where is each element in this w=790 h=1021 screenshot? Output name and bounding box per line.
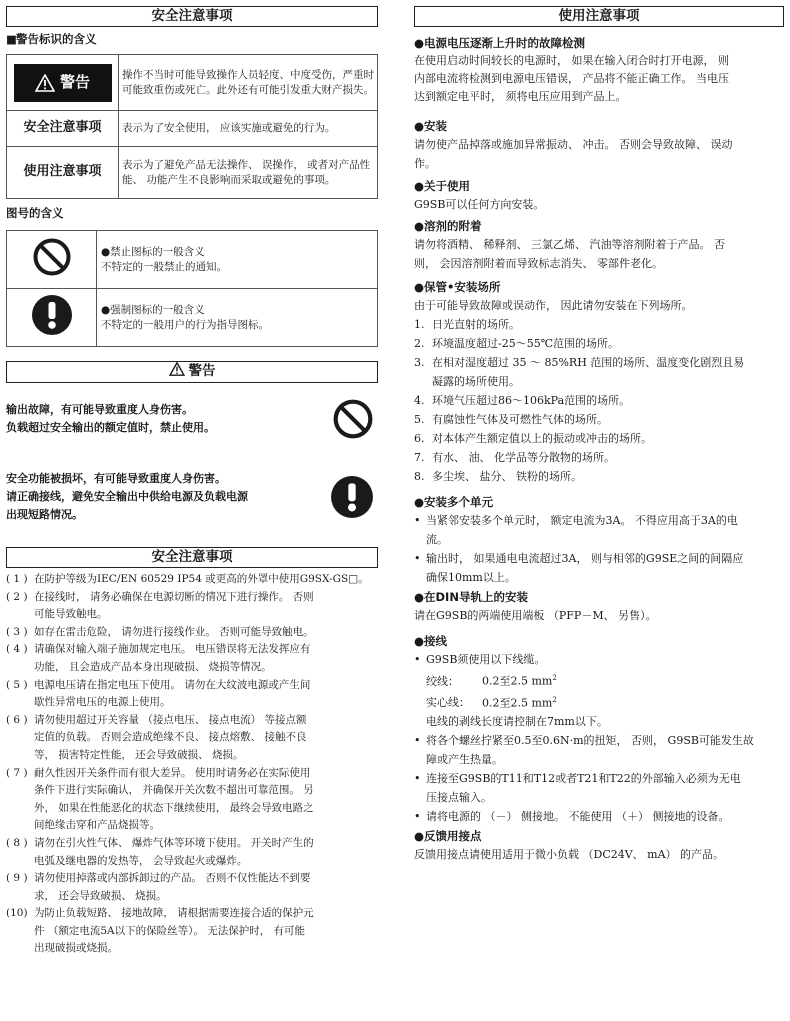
warning-triangle-icon	[169, 362, 185, 376]
section-text: G9SB可以任何方向安装。	[414, 198, 545, 211]
list-item: ( 7 ) 耐久性因开关条件而有很大差异。 使用时请务必在实际使用 条件下进行实际确认， 并确保开关次数不超出可靠范围。 另 外， 如果在性能恶化的状态下继续使用， 最终会导致电路之 间绝缘击穿和产品烧损等。	[6, 766, 314, 832]
list-item: ( 2 ) 在接线时， 请务必确保在电源切断的情况下进行操作。 否则 可能导致触电。	[6, 590, 314, 621]
strip-length: 电线的剥线长度请控制在7mm以下。	[426, 715, 608, 729]
list-item: 8. 多尘埃、 盐分、 铁粉的场所。	[414, 470, 582, 483]
prohibition-icon	[32, 237, 72, 277]
section-title: ●安装	[414, 119, 447, 133]
section-text: 反馈用接点请使用适用于微小负载 （DC24V、 mA） 的产品。	[414, 848, 725, 862]
list-item: ( 9 ) 请勿使用掉落或内部拆卸过的产品。 否则不仅性能达不到要 求， 还会导致破损、 烧损。	[6, 872, 311, 902]
list-item: ( 4 ) 请确保对输入端子施加规定电压。 电压错误将无法发挥应有 功能， 且会造成产品本身出现破损、 烧损等情况。	[6, 643, 311, 673]
section-text: 请在G9SB的两端使用端板 （PFP－M、 另售）。	[414, 609, 657, 622]
definition-table	[6, 54, 378, 199]
warning-label-cell	[7, 55, 119, 111]
list-item: 3. 在相对湿度超过 35 ～ 85%RH 范围的场所、温度变化剧烈且易 凝露的场所使用。	[414, 356, 745, 388]
list-item: • 连接至G9SB的T11和T12或者T21和T22的外部输入必须为无电 压接点输入。	[414, 772, 741, 805]
usage-definition: 表示为了避免产品无法操作、 误操作， 或者对产品性能、 功能产生不良影响而采取或避免的事项。	[119, 147, 378, 199]
list-item: 1. 日光直射的场所。	[414, 318, 520, 331]
twisted-wire-spec: 绞线： 0.2至2.5 $mm^2$	[426, 674, 557, 688]
usage-precautions-header: 使用注意事项	[414, 6, 784, 27]
warning-meaning-title: ■警告标识的含义	[6, 32, 97, 46]
safety-definition: 表示为了安全使用， 应该实施或避免的行为。	[119, 111, 378, 147]
section-text: 在使用启动时间较长的电源时， 如果在输入闭合时打开电源， 则 内部电流将检测到电源电压错误， 产品将不能正确工作。 当电压 达到额定电平时， 须将电压应用到产品上。	[414, 54, 729, 103]
list-item: • G9SB须使用以下线缆。	[414, 653, 546, 666]
list-item: 6. 对本体产生额定值以上的振动或冲击的场所。	[414, 432, 652, 445]
symbol-table	[6, 230, 378, 347]
section-text: 请勿使产品掉落或施加异常振动、 冲击。 否则会导致故障、 误动 作。	[414, 138, 733, 170]
section-text: 请勿将酒精、 稀释剂、 三氯乙烯、 汽油等溶剂附着于产品。 否 则， 会因溶剂附着而导致标志消失、 零部件老化。	[414, 238, 725, 270]
warning-item-1: 输出故障，有可能导致重度人身伤害。 负载超过安全输出的额定值时，禁止使用。	[6, 393, 378, 445]
list-item: 7. 有水、 油、 化学品等分散物的场所。	[414, 451, 615, 464]
section-title: ●关于使用	[414, 179, 470, 193]
section-title: ●保管•安装场所	[414, 280, 501, 294]
section-title: ●接线	[414, 634, 447, 648]
numbered-precautions	[6, 571, 378, 958]
list-item: • 当紧邻安装多个单元时， 额定电流为3A。 不得应用高于3A的电 流。	[414, 514, 738, 546]
list-item: 2. 环境温度超过-25～55℃范围的场所。	[414, 337, 620, 350]
warning-triangle-icon	[35, 74, 55, 92]
list-item: • 请将电源的 （－） 侧接地。 不能使用 （＋） 侧接地的设备。	[414, 810, 730, 824]
symbols-title: 图号的含义	[6, 206, 64, 220]
warning-label: 警告	[14, 64, 112, 102]
section-title: ●电源电压逐渐上升时的故障检测	[414, 36, 585, 50]
warning-definition: 操作不当时可能导致操作人员轻度、中度受伤，严重时可能致重伤或死亡。此外还有可能引发重大财产损失。	[119, 55, 378, 111]
section-title: ●反馈用接点	[414, 829, 482, 844]
list-item: ( 3 ) 如存在雷击危险， 请勿进行接线作业。 否则可能导致触电。	[6, 625, 314, 638]
right-column	[414, 6, 784, 864]
safety-precautions-header-2: 安全注意事项	[6, 547, 378, 568]
safety-label: 安全注意事项	[7, 111, 119, 147]
symbol-cell-prohibition	[7, 231, 97, 289]
safety-precautions-header: 安全注意事项	[6, 6, 378, 27]
warning-item-2: 安全功能被损坏，有可能导致重度人身伤害。 请正确接线，避免安全输出中供给电源及负载电源 出现短路情况。	[6, 467, 378, 527]
list-item: 5. 有腐蚀性气体及可燃性气体的场所。	[414, 413, 608, 426]
warning-header: 警告	[6, 361, 378, 383]
list-item: • 输出时， 如果通电电流超过3A， 则与相邻的G9SE之间的间隔应 确保10mm以上。	[414, 552, 744, 584]
section-title: ●安装多个单元	[414, 495, 493, 509]
left-column	[6, 6, 378, 958]
list-item: • 将各个螺丝拧紧至0.5至0.6N·m的扭矩， 否则， G9SB可能发生故 障或产生热量。	[414, 734, 754, 767]
usage-label: 使用注意事项	[7, 147, 119, 199]
solid-wire-spec: 实心线： 0.2至2.5 $mm^2$	[426, 695, 557, 710]
list-item: ( 6 ) 请勿使用超过开关容量 （接点电压、 接点电流） 等接点额 定值的负载。 否则会造成绝缘不良、 接点熔敷、 接触不良 等， 损害特定性能， 还会导致破损、 烧损。	[6, 713, 307, 761]
list-item: ( 5 ) 电源电压请在指定电压下使用。 请勿在大纹波电源或产生间 歇性异常电压的电源上使用。	[6, 678, 311, 709]
mandatory-icon	[31, 294, 73, 336]
list-item: (10) 为防止负载短路、 接地故障， 请根据需要连接合适的保护元 件 （额定电流5A以下的保险丝等）。 无法保护时， 有可能 出现破损或烧损。	[6, 907, 314, 955]
list-item: ( 1 ) 在防护等级为IEC/EN 60529 IP54 或更高的外罩中使用G9SX-GS□。	[6, 573, 369, 585]
location-list	[414, 315, 784, 486]
list-item: ( 8 ) 请勿在引火性气体、 爆炸气体等环境下使用。 开关时产生的 电弧及继电器的发热等， 会导致起火或爆炸。	[6, 836, 314, 867]
section-title: ●溶剂的附着	[414, 219, 482, 233]
list-item: 4. 环境气压超过86～106kPa范围的场所。	[414, 394, 631, 407]
mandatory-icon	[330, 475, 374, 519]
section-text: 由于可能导致故障或误动作， 因此请勿安装在下列场所。	[414, 299, 693, 312]
prohibition-icon	[332, 398, 374, 440]
prohibition-description: ●禁止图标的一般含义 不特定的一般禁止的通知。	[97, 231, 378, 289]
section-title: ●在DIN导轨上的安装	[414, 590, 528, 604]
symbol-cell-mandatory	[7, 289, 97, 347]
mandatory-description: ●强制图标的一般含义 不特定的一般用户的行为指导图标。	[97, 289, 378, 347]
